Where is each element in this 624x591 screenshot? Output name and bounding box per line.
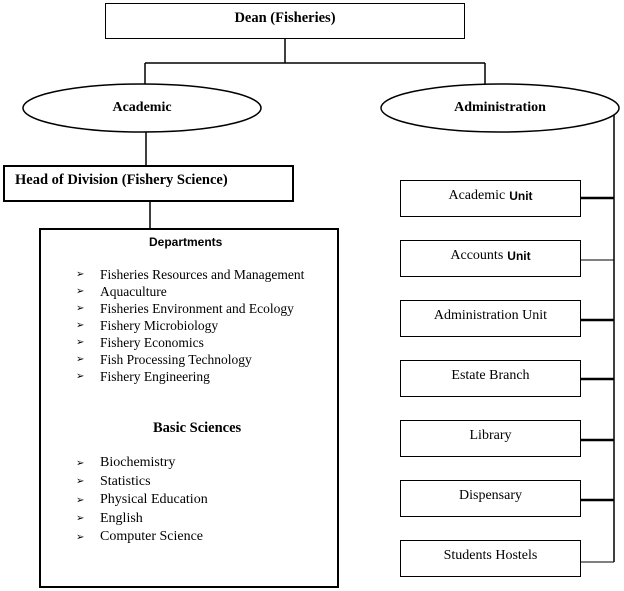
department-item <box>76 317 304 334</box>
department-item <box>76 368 304 385</box>
arrow-bullet-icon: ➢ <box>76 476 85 488</box>
admin-unit-node <box>400 540 581 577</box>
admin-unit-node <box>400 420 581 457</box>
basic-sciences-list <box>76 454 208 547</box>
admin-unit-label: Administration Unit <box>433 307 548 323</box>
arrow-bullet-icon: ➢ <box>76 531 85 543</box>
basic-sciences-title: Basic Sciences <box>153 420 242 436</box>
department-item-label: Aquaculture <box>100 283 167 299</box>
arrow-bullet-icon: ➢ <box>76 303 85 314</box>
basic-science-item <box>76 510 208 529</box>
arrow-bullet-icon: ➢ <box>76 286 85 297</box>
admin-unit-label: Accounts <box>450 247 504 263</box>
basic-science-item-label: Statistics <box>100 473 151 489</box>
basic-science-item-label: Biochemistry <box>100 455 176 471</box>
basic-science-item <box>76 491 208 510</box>
admin-unit-node <box>400 360 581 397</box>
academic-label: Academic <box>112 100 172 115</box>
dean-label: Dean (Fisheries) <box>234 9 336 26</box>
department-item-label: Fisheries Resources and Management <box>100 266 305 282</box>
admin-unit-label: Dispensary <box>459 487 522 503</box>
department-item <box>76 266 304 283</box>
department-item <box>76 334 304 351</box>
department-item-label: Fishery Microbiology <box>100 317 219 333</box>
arrow-bullet-icon: ➢ <box>76 513 85 525</box>
basic-science-item-label: Computer Science <box>100 529 204 545</box>
basic-science-item <box>76 473 208 492</box>
department-item-label: Fishery Economics <box>100 334 204 350</box>
basic-science-item-label: English <box>100 510 143 526</box>
head-of-division-node <box>3 165 294 202</box>
basic-science-item <box>76 528 208 547</box>
department-item-label: Fishery Engineering <box>100 368 210 384</box>
department-item <box>76 283 304 300</box>
admin-unit-suffix: Unit <box>509 188 533 203</box>
arrow-bullet-icon: ➢ <box>76 269 85 280</box>
arrow-bullet-icon: ➢ <box>76 337 85 348</box>
admin-unit-node <box>400 480 581 517</box>
admin-unit-suffix: Unit <box>507 248 531 263</box>
arrow-bullet-icon: ➢ <box>76 354 85 365</box>
admin-unit-label: Estate Branch <box>451 367 530 383</box>
admin-unit-node <box>400 240 581 277</box>
arrow-bullet-icon: ➢ <box>76 494 85 506</box>
admin-unit-node <box>400 300 581 337</box>
admin-unit-label: Students Hostels <box>443 547 538 563</box>
head-of-division-label: Head of Division (Fishery Science) <box>15 172 228 188</box>
departments-title: Departments <box>149 235 223 249</box>
arrow-bullet-icon: ➢ <box>76 457 85 469</box>
arrow-bullet-icon: ➢ <box>76 320 85 331</box>
basic-science-item-label: Physical Education <box>100 492 208 508</box>
department-item <box>76 300 304 317</box>
department-item <box>76 351 304 368</box>
administration-label: Administration <box>454 100 546 115</box>
admin-unit-node <box>400 180 581 217</box>
admin-unit-label: Library <box>469 427 512 443</box>
department-item-label: Fisheries Environment and Ecology <box>100 300 294 316</box>
departments-list <box>76 266 304 385</box>
department-item-label: Fish Processing Technology <box>100 351 252 367</box>
arrow-bullet-icon: ➢ <box>76 371 85 382</box>
admin-unit-label: Academic <box>448 187 506 203</box>
basic-science-item <box>76 454 208 473</box>
dean-node <box>105 3 465 39</box>
